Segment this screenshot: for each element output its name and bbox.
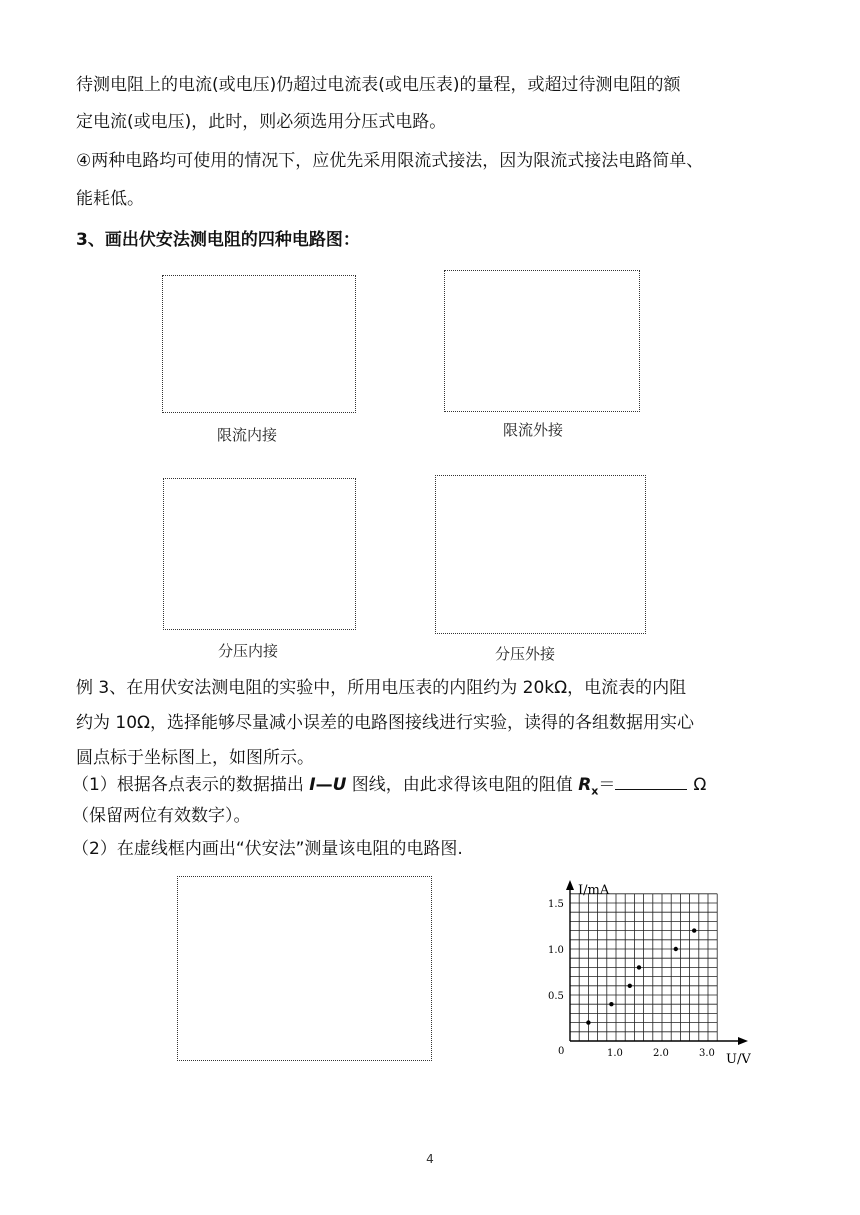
answer-circuit-box[interactable] (177, 876, 432, 1061)
origin-label: 0 (558, 1046, 565, 1057)
x-tick-label: 3.0 (699, 1048, 715, 1059)
iu-chart (540, 878, 770, 1068)
question-1-prefix: （1）根据各点表示的数据描出 (72, 775, 310, 795)
paragraph-line-1: 待测电阻上的电流(或电压)仍超过电流表(或电压表)的量程，或超过待测电阻的额 (76, 75, 681, 95)
symbol-R: R (578, 775, 592, 795)
circuit-box-limit-outer (444, 270, 640, 412)
caption-divider-inner: 分压内接 (218, 642, 279, 660)
data-point (609, 1002, 613, 1006)
section-heading-3: 3、画出伏安法测电阻的四种电路图： (76, 230, 360, 250)
paragraph-line-3: ④两种电路均可使用的情况下，应优先采用限流式接法，因为限流式接法电路简单、 (76, 151, 704, 171)
circuit-box-limit-inner (162, 275, 356, 413)
y-tick-label: 0.5 (548, 991, 564, 1002)
x-axis-arrow (738, 1037, 748, 1045)
equals-sign: ＝ (598, 775, 616, 795)
data-point (586, 1020, 590, 1024)
question-1-note: （保留两位有效数字）。 (72, 806, 251, 826)
question-1 (72, 771, 784, 803)
page-number: 4 (426, 1152, 434, 1166)
data-point (628, 984, 632, 988)
example-line-1: 例 3、在用伏安法测电阻的实验中，所用电压表的内阻约为 20kΩ，电流表的内阻 (76, 678, 687, 698)
data-point (674, 947, 678, 951)
symbol-dash: — (315, 775, 333, 795)
paragraph-line-4: 能耗低。 (76, 189, 144, 209)
paragraph-line-2: 定电流(或电压)，此时，则必须选用分压式电路。 (76, 112, 447, 132)
question-1-mid: 图线，由此求得该电阻的阻值 (346, 775, 579, 795)
x-tick-label: 2.0 (653, 1048, 669, 1059)
example-line-2: 约为 10Ω，选择能够尽量减小误差的电路图接线进行实验，读得的各组数据用实心 (76, 713, 695, 733)
y-tick-label: 1.5 (548, 899, 564, 910)
y-tick-label: 1.0 (548, 945, 564, 956)
y-axis-label: I/mA (578, 883, 610, 898)
x-axis-label: U/V (726, 1052, 751, 1067)
circuit-box-divider-outer (435, 475, 646, 634)
symbol-R-subscript: x (591, 784, 599, 798)
caption-limit-outer: 限流外接 (503, 421, 564, 439)
circuit-box-divider-inner (163, 478, 356, 630)
symbol-U: U (332, 775, 347, 795)
x-tick-label: 1.0 (607, 1048, 623, 1059)
answer-blank[interactable] (615, 771, 687, 790)
data-point (637, 965, 641, 969)
question-2: （2）在虚线框内画出“伏安法”测量该电阻的电路图. (72, 839, 463, 859)
ohm-unit: Ω (693, 775, 707, 795)
caption-divider-outer: 分压外接 (495, 645, 556, 663)
caption-limit-inner: 限流内接 (217, 426, 278, 444)
y-axis-arrow (566, 880, 574, 890)
example-line-3: 圆点标于坐标图上，如图所示。 (76, 748, 314, 768)
data-point (692, 928, 696, 932)
symbol-I: I (309, 775, 316, 795)
